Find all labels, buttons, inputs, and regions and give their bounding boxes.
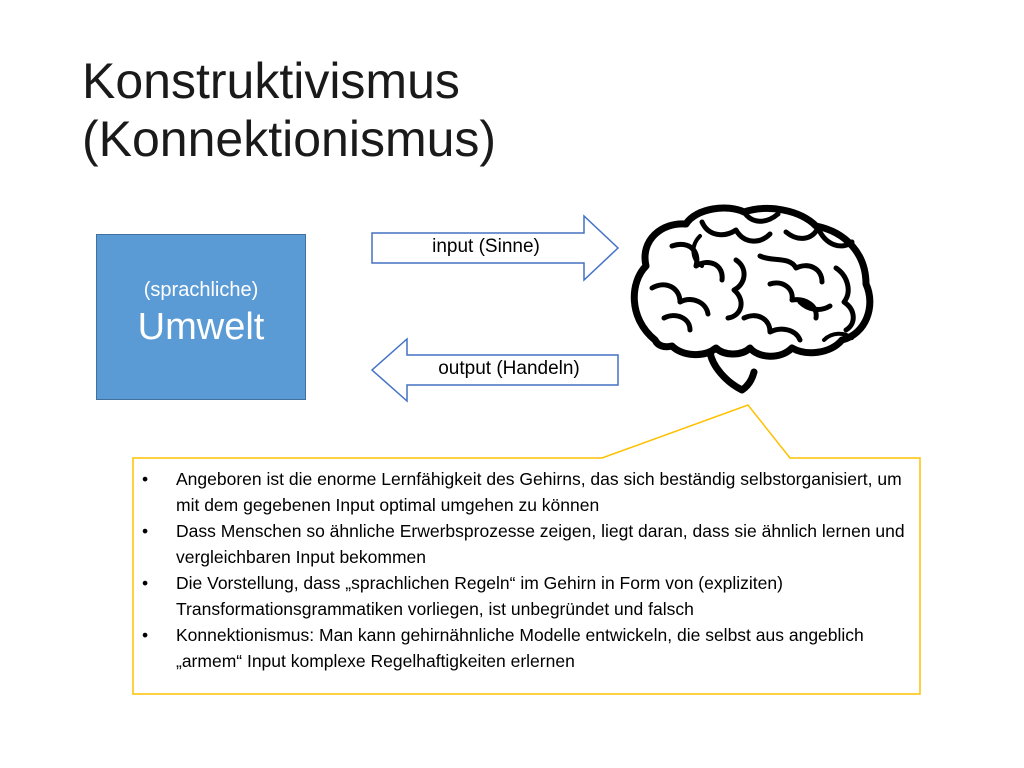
callout-bullet-text: Angeboren ist die enorme Lernfähigkeit des Gehirns, das sich beständig selbstorganisiert, um mit dem gegebenen Input optimal umgehen zu können	[176, 469, 902, 515]
slide-title-line-1: Konstruktivismus	[82, 53, 460, 109]
bullet-icon: •	[142, 521, 149, 541]
callout-bullet-item	[140, 622, 910, 674]
callout-bullet-item	[140, 466, 910, 518]
callout-bullet-item	[140, 518, 910, 570]
callout-bullet-text: Dass Menschen so ähnliche Erwerbsprozesse zeigen, liegt daran, dass sie ähnlich lernen und vergleichbaren Input bekommen	[176, 521, 905, 567]
bullet-icon: •	[142, 625, 149, 645]
bullet-icon: •	[142, 469, 149, 489]
callout-text	[140, 466, 910, 674]
bullet-icon: •	[142, 573, 149, 593]
umwelt-big-label: Umwelt	[137, 306, 265, 348]
output-arrow-label: output (Handeln)	[438, 358, 580, 379]
callout-bullet-text: Die Vorstellung, dass „sprachlichen Regeln“ im Gehirn in Form von (expliziten) Transformationsgrammatiken vorliegen, ist unbegründet und falsch	[176, 573, 783, 619]
callout-bullet-text: Konnektionismus: Man kann gehirnähnliche Modelle entwickeln, die selbst aus angeblich „armem“ Input komplexe Regelhaftigkeiten erlernen	[176, 625, 864, 671]
callout-bullet-item	[140, 570, 910, 622]
slide-title-line-2: (Konnektionismus)	[82, 111, 497, 167]
callout-bullet-list	[140, 466, 910, 674]
umwelt-small-label: (sprachliche)	[143, 279, 259, 301]
input-arrow-label: input (Sinne)	[432, 236, 540, 257]
brain-icon	[634, 208, 870, 390]
